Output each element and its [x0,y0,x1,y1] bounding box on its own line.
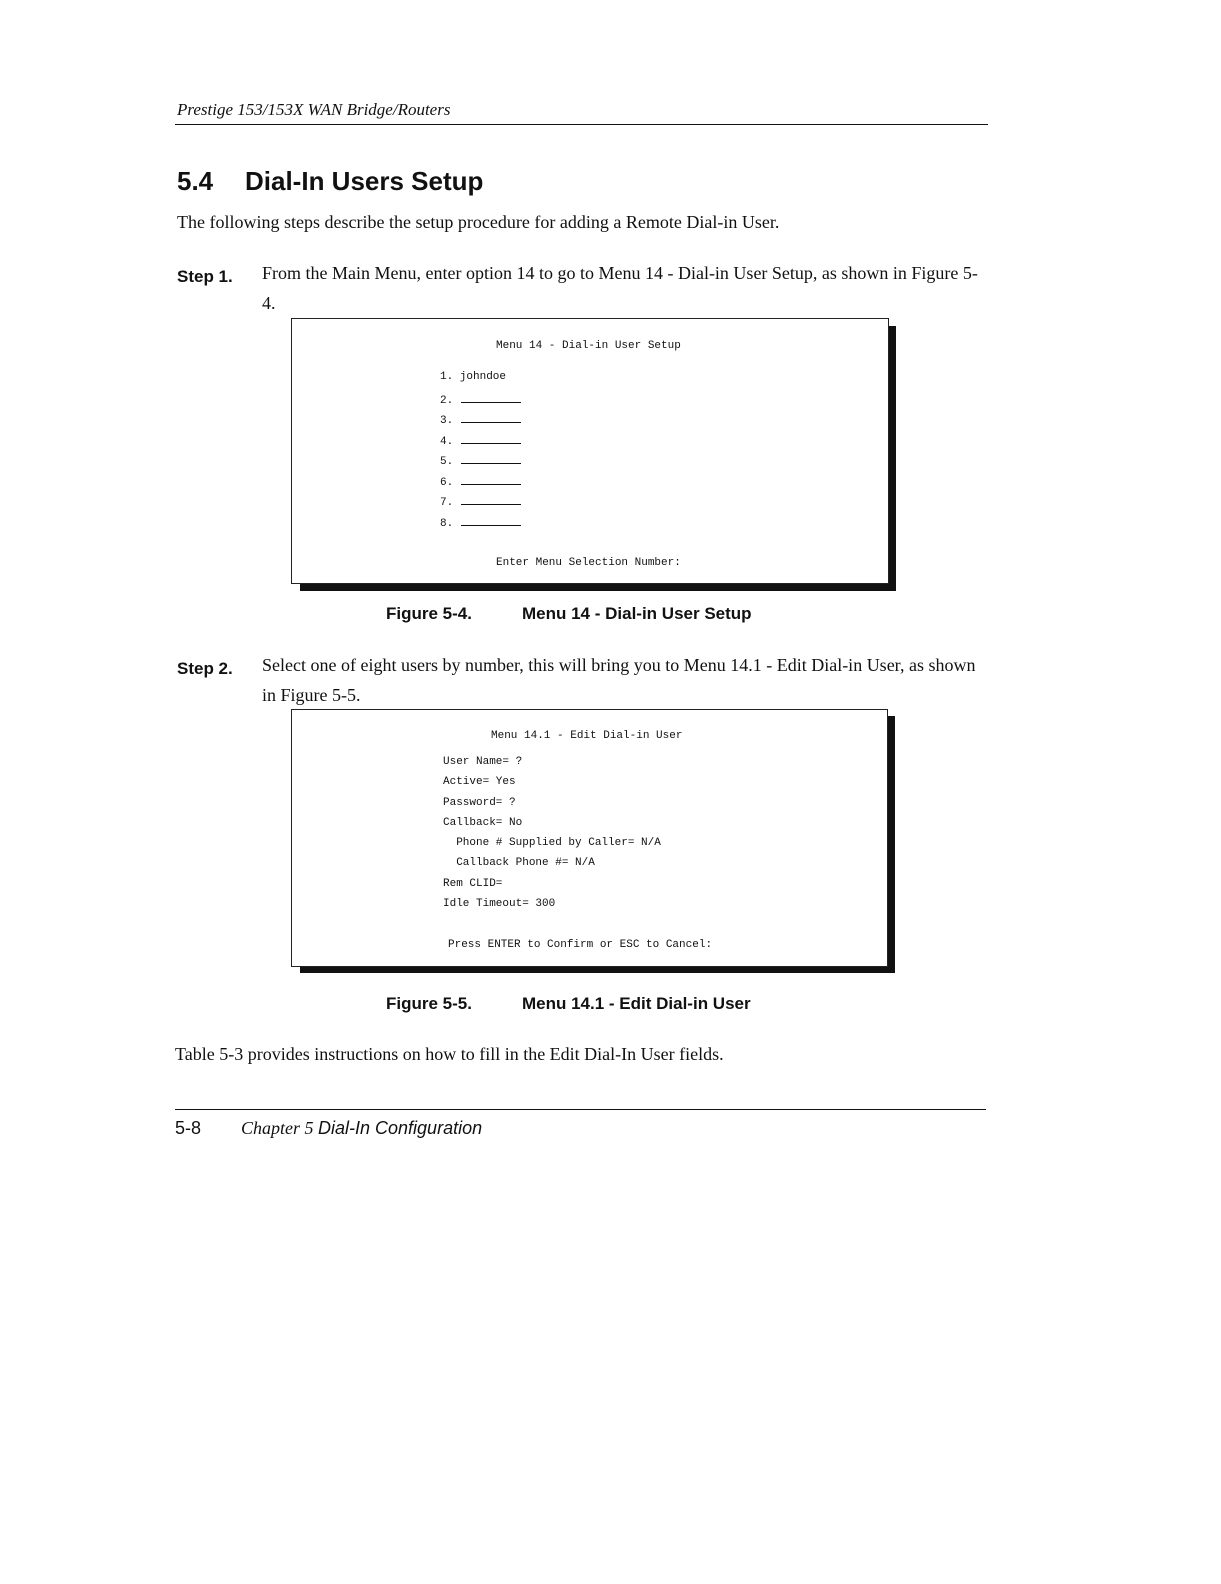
list-item[interactable]: 7. [440,494,521,515]
screen-prompt[interactable]: Enter Menu Selection Number: [496,557,681,569]
step-1-text: From the Main Menu, enter option 14 to go to Menu 14 - Dial-in User Setup, as shown in Figure 5-4. [262,263,978,313]
list-item[interactable]: 2. [440,392,521,413]
list-item[interactable]: 1. johndoe [440,371,507,383]
running-header: Prestige 153/153X WAN Bridge/Routers [177,100,451,119]
list-item[interactable]: 8. [440,515,521,536]
terminal-screen-menu-14-1 [291,709,888,967]
screen-title: Menu 14 - Dial-in User Setup [496,340,681,352]
chapter-name: Dial-In Configuration [318,1118,483,1138]
field-rem-clid[interactable]: Rem CLID= [443,877,503,890]
caption-text: Menu 14 - Dial-in User Setup [522,604,752,623]
figure-caption-5-4 [386,604,752,624]
page-footer [175,1118,482,1139]
field-callback-phone[interactable]: Callback Phone #= N/A [443,857,595,870]
step-2-text: Select one of eight users by number, this will bring you to Menu 14.1 - Edit Dial-in User, as shown in Figure 5-5. [262,655,976,705]
header-rule [175,124,988,125]
field-callback[interactable]: Callback= No [443,816,523,829]
step-2-label: Step 2. [177,659,233,678]
step-1-label: Step 1. [177,267,233,286]
user-list [440,371,521,535]
terminal-screen-menu-14 [291,318,889,584]
step-2 [177,650,987,710]
screen-title: Menu 14.1 - Edit Dial-in User [491,730,683,742]
field-active[interactable]: Active= Yes [443,776,516,789]
field-user-name[interactable]: User Name= ? [443,756,523,768]
intro-paragraph: The following steps describe the setup procedure for adding a Remote Dial-in User. [177,212,780,232]
closing-paragraph: Table 5-3 provides instructions on how to fill in the Edit Dial-In User fields. [175,1044,724,1064]
list-item[interactable]: 4. [440,433,521,454]
caption-label: Figure 5-5. [386,994,472,1013]
caption-text: Menu 14.1 - Edit Dial-in User [522,994,751,1013]
footer-rule [175,1109,986,1110]
page-number: 5-8 [175,1118,202,1138]
list-item[interactable]: 3. [440,412,521,433]
caption-label: Figure 5-4. [386,604,472,623]
step-1 [177,258,987,318]
section-number: 5.4 [177,166,214,196]
screen-prompt[interactable]: Press ENTER to Confirm or ESC to Cancel: [448,939,713,951]
figure-caption-5-5 [386,994,751,1014]
field-password[interactable]: Password= ? [443,796,516,809]
list-item[interactable]: 5. [440,453,521,474]
chapter-label: Chapter 5 [241,1118,314,1138]
field-phone-supplied[interactable]: Phone # Supplied by Caller= N/A [443,837,661,850]
section-heading [177,166,483,197]
field-list [443,756,661,918]
list-item[interactable]: 6. [440,474,521,495]
field-idle-timeout[interactable]: Idle Timeout= 300 [443,898,556,911]
section-title: Dial-In Users Setup [245,166,484,196]
